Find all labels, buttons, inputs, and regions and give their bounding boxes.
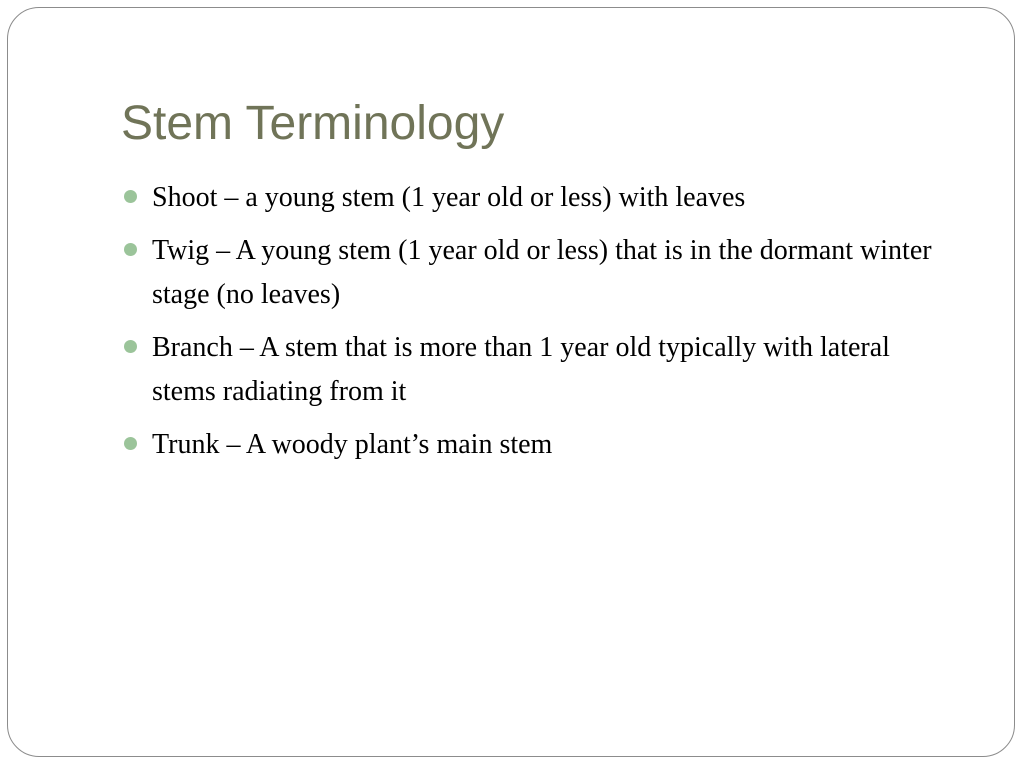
bullet-dot-icon <box>124 437 137 450</box>
bullet-dot-icon <box>124 243 137 256</box>
slide-title: Stem Terminology <box>121 97 505 150</box>
bullet-text: Twig – A young stem (1 year old or less) that is in the dormant winter stage (no leaves) <box>152 235 932 310</box>
list-item <box>121 423 951 467</box>
bullet-dot-icon <box>124 340 137 353</box>
slide-frame <box>7 7 1015 757</box>
bullet-text: Shoot – a young stem (1 year old or less) with leaves <box>152 182 746 213</box>
list-item <box>121 229 951 317</box>
bullet-dot-icon <box>124 190 137 203</box>
bullet-text: Branch – A stem that is more than 1 year old typically with lateral stems radiating from it <box>152 332 890 407</box>
list-item <box>121 326 951 414</box>
bullet-text: Trunk – A woody plant’s main stem <box>152 429 553 460</box>
list-item <box>121 176 951 220</box>
bullet-list <box>121 176 951 476</box>
